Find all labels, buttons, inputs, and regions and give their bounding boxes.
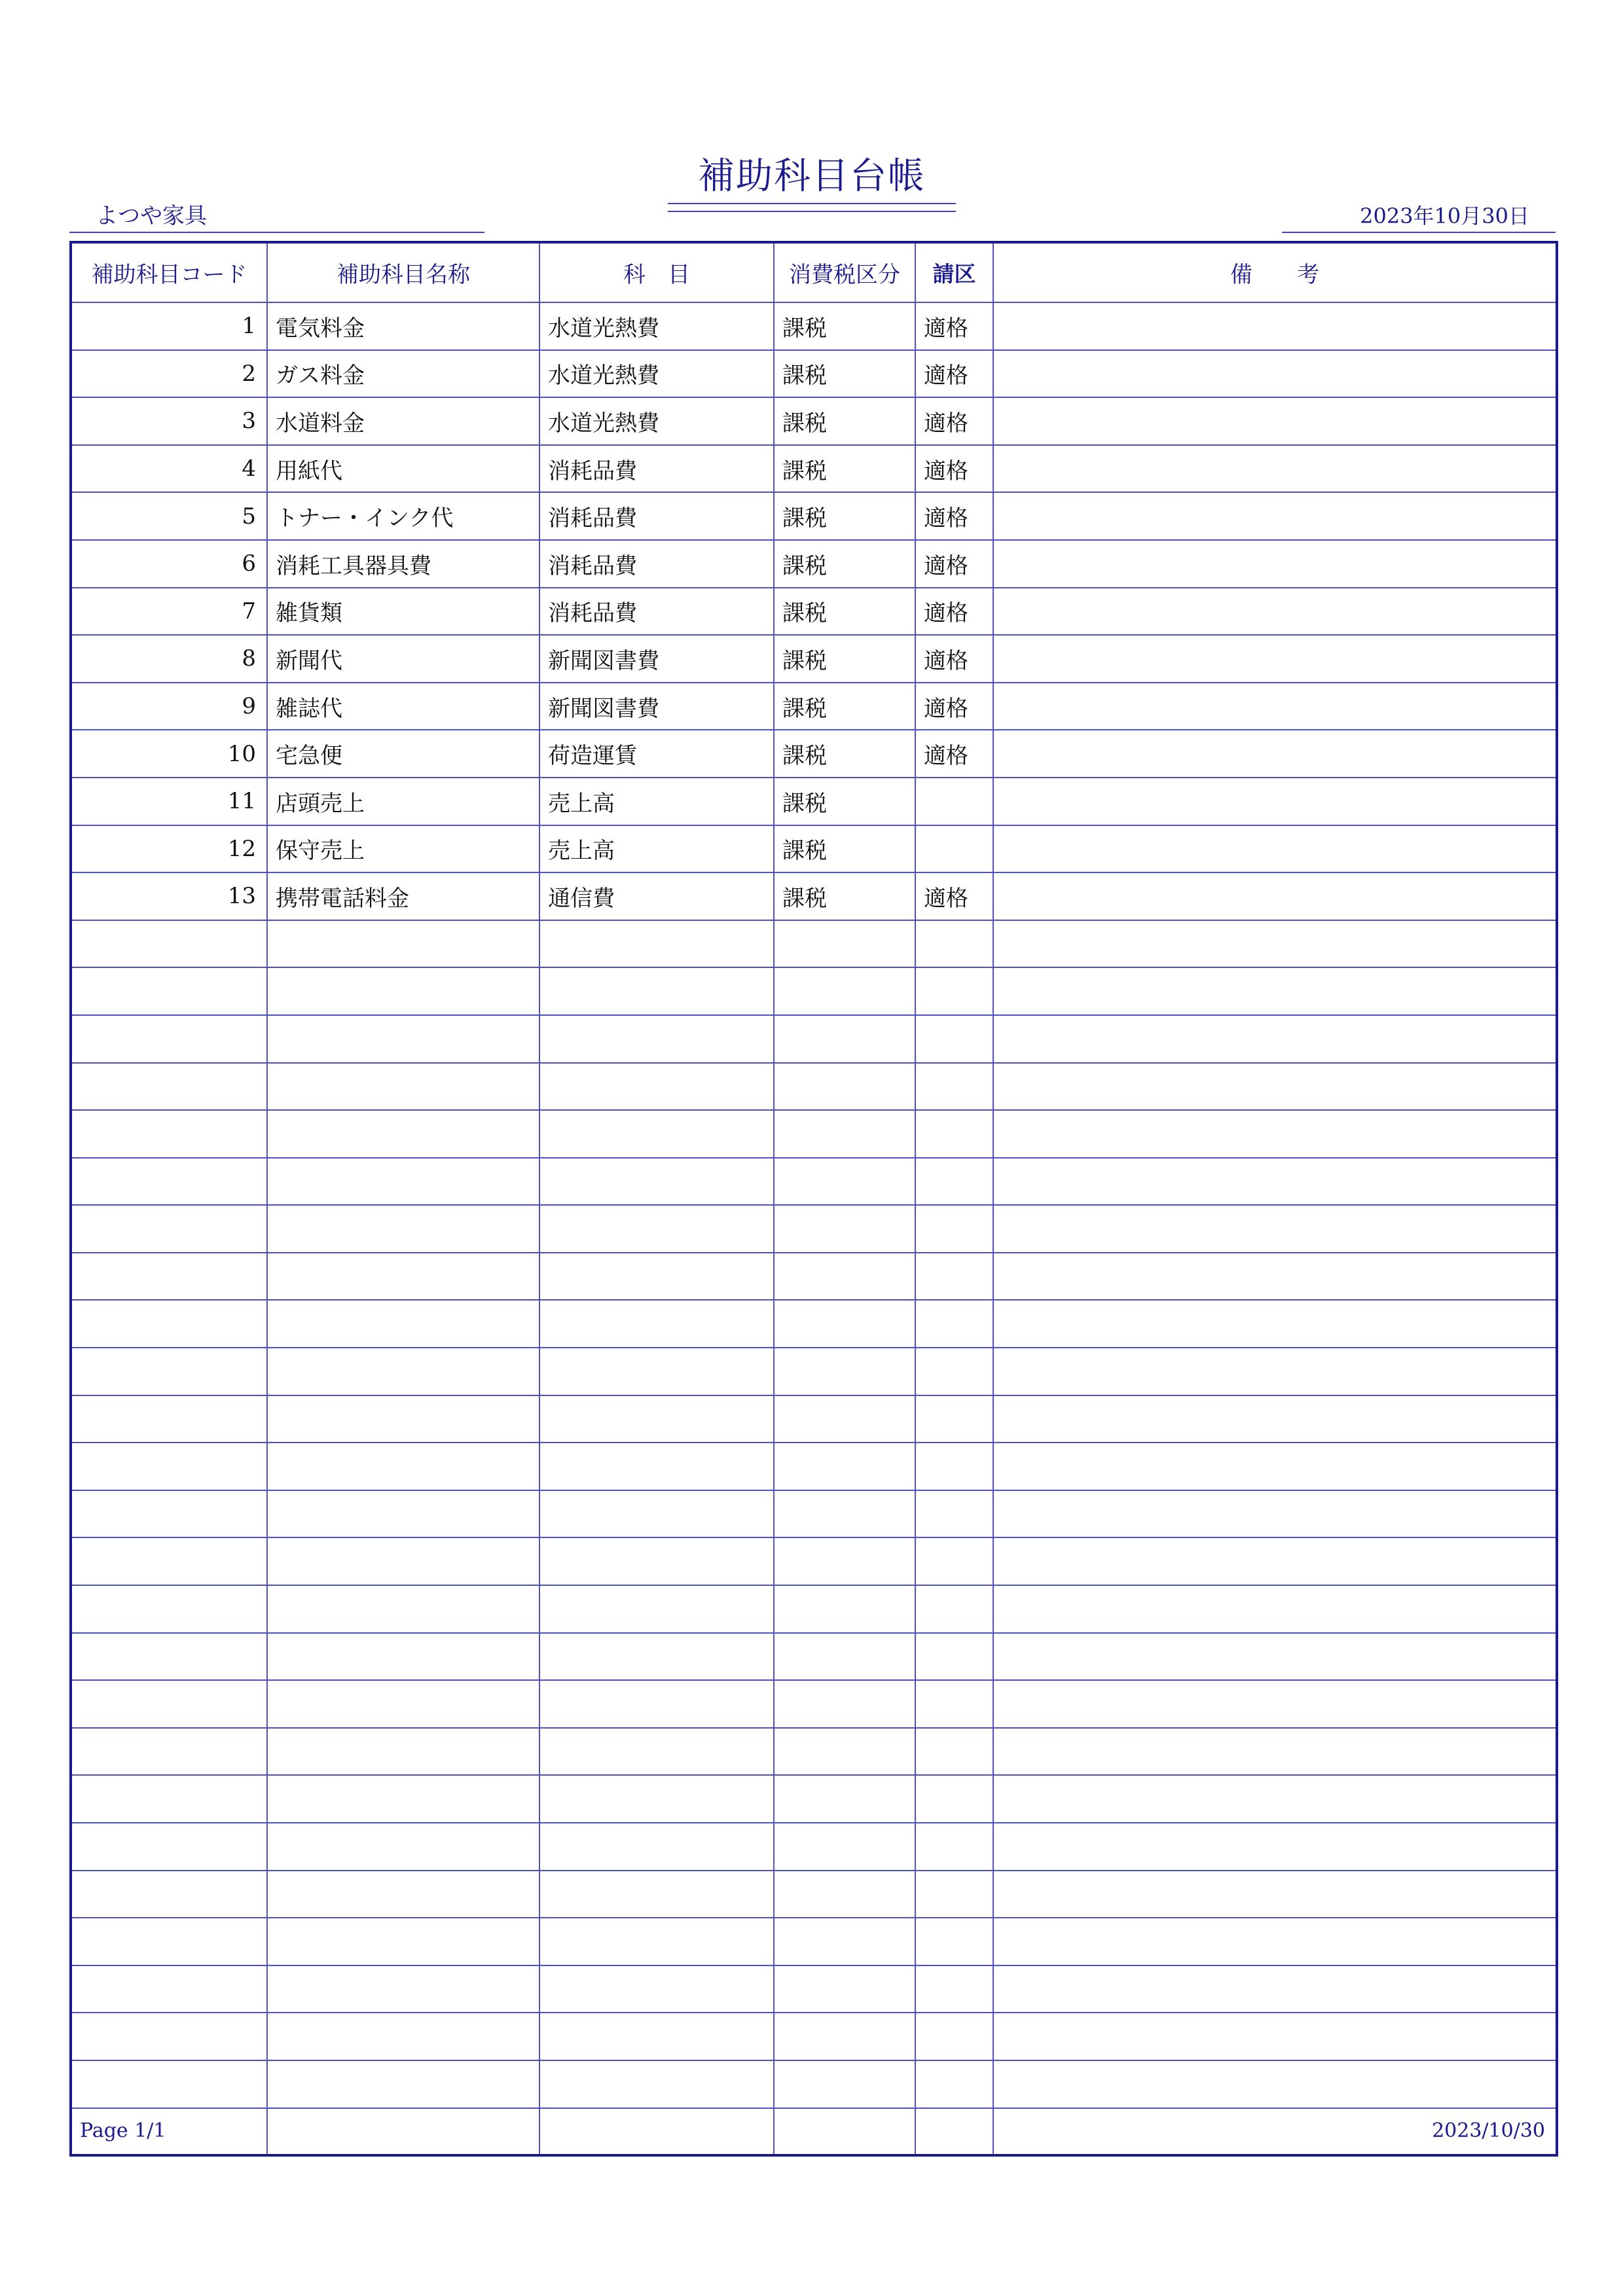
cell-account xyxy=(539,1395,774,1443)
cell-code: 10 xyxy=(71,730,267,778)
cell-account: 通信費 xyxy=(539,872,774,920)
cell-sub-account-name xyxy=(267,2060,539,2108)
cell-account xyxy=(539,1015,774,1063)
header-invoice-category: 請区 xyxy=(915,242,993,302)
cell-tax-category xyxy=(774,1443,915,1490)
cell-tax-category: 課税 xyxy=(774,350,915,398)
page-number: Page 1/1 xyxy=(80,2119,166,2142)
cell-tax-category: 課税 xyxy=(774,683,915,730)
cell-tax-category: 課税 xyxy=(774,540,915,588)
cell-remarks xyxy=(993,540,1557,588)
cell-remarks xyxy=(993,967,1557,1015)
cell-remarks xyxy=(993,1348,1557,1395)
cell-code xyxy=(71,1823,267,1871)
cell-invoice-category xyxy=(915,1918,993,1965)
cell-sub-account-name: 雑貨類 xyxy=(267,588,539,636)
cell-remarks xyxy=(993,683,1557,730)
cell-sub-account-name xyxy=(267,1728,539,1776)
cell-invoice-category xyxy=(915,1633,993,1681)
cell-sub-account-name xyxy=(267,1348,539,1395)
cell-tax-category xyxy=(774,1775,915,1823)
table-row xyxy=(71,1633,1557,1681)
cell-tax-category xyxy=(774,1395,915,1443)
cell-code xyxy=(71,1728,267,1776)
cell-code xyxy=(71,1537,267,1585)
cell-sub-account-name xyxy=(267,1490,539,1538)
cell-sub-account-name: 携帯電話料金 xyxy=(267,872,539,920)
table-row xyxy=(71,1823,1557,1871)
cell-code xyxy=(71,920,267,968)
cell-code xyxy=(71,1300,267,1348)
cell-remarks xyxy=(993,1918,1557,1965)
cell-invoice-category xyxy=(915,2060,993,2108)
cell-tax-category: 課税 xyxy=(774,445,915,493)
cell-invoice-category: 適格 xyxy=(915,730,993,778)
cell-code: 2 xyxy=(71,350,267,398)
cell-account xyxy=(539,1158,774,1206)
cell-remarks xyxy=(993,1490,1557,1538)
table-row xyxy=(71,2013,1557,2060)
cell-invoice-category xyxy=(915,1680,993,1728)
cell-invoice-category xyxy=(915,778,993,825)
cell-remarks xyxy=(993,1443,1557,1490)
cell-account xyxy=(539,920,774,968)
cell-account xyxy=(539,1537,774,1585)
table-row xyxy=(71,492,1557,540)
cell-remarks xyxy=(993,1728,1557,1776)
cell-account xyxy=(539,1728,774,1776)
cell-invoice-category xyxy=(915,1871,993,1918)
cell-invoice-category xyxy=(915,1823,993,1871)
cell-account: 水道光熱費 xyxy=(539,397,774,445)
table-row xyxy=(71,2060,1557,2108)
cell-sub-account-name xyxy=(267,1158,539,1206)
cell-account: 売上高 xyxy=(539,778,774,825)
cell-tax-category: 課税 xyxy=(774,397,915,445)
cell-tax-category xyxy=(774,1300,915,1348)
cell-code xyxy=(71,1395,267,1443)
cell-sub-account-name: 消耗工具器具費 xyxy=(267,540,539,588)
cell-invoice-category: 適格 xyxy=(915,492,993,540)
table-row xyxy=(71,1253,1557,1300)
cell-code xyxy=(71,1158,267,1206)
cell-sub-account-name xyxy=(267,2108,539,2156)
cell-tax-category xyxy=(774,1871,915,1918)
cell-tax-category xyxy=(774,920,915,968)
cell-remarks xyxy=(993,1585,1557,1633)
cell-sub-account-name: 店頭売上 xyxy=(267,778,539,825)
report-title: 補助科目台帳 xyxy=(698,155,926,198)
cell-account xyxy=(539,967,774,1015)
table-row xyxy=(71,730,1557,778)
cell-code: 12 xyxy=(71,825,267,873)
header-remarks: 備 考 xyxy=(993,242,1557,302)
cell-tax-category xyxy=(774,1537,915,1585)
cell-invoice-category xyxy=(915,1300,993,1348)
cell-account: 消耗品費 xyxy=(539,540,774,588)
cell-code: 5 xyxy=(71,492,267,540)
cell-tax-category xyxy=(774,1918,915,1965)
cell-sub-account-name xyxy=(267,1443,539,1490)
cell-invoice-category xyxy=(915,2108,993,2156)
cell-account: 消耗品費 xyxy=(539,445,774,493)
cell-remarks xyxy=(993,1300,1557,1348)
cell-code: 4 xyxy=(71,445,267,493)
cell-account xyxy=(539,1063,774,1111)
cell-code xyxy=(71,1965,267,2013)
cell-account xyxy=(539,1443,774,1490)
cell-tax-category xyxy=(774,1633,915,1681)
cell-remarks xyxy=(993,1633,1557,1681)
cell-remarks xyxy=(993,1110,1557,1158)
table-row xyxy=(71,1110,1557,1158)
table-row xyxy=(71,397,1557,445)
cell-code xyxy=(71,1871,267,1918)
table-row xyxy=(71,1537,1557,1585)
cell-sub-account-name xyxy=(267,1537,539,1585)
cell-remarks xyxy=(993,350,1557,398)
cell-remarks xyxy=(993,397,1557,445)
cell-tax-category xyxy=(774,1823,915,1871)
cell-account xyxy=(539,1585,774,1633)
cell-tax-category xyxy=(774,1205,915,1253)
cell-account xyxy=(539,1300,774,1348)
cell-invoice-category xyxy=(915,1728,993,1776)
cell-account: 新聞図書費 xyxy=(539,683,774,730)
cell-invoice-category xyxy=(915,1063,993,1111)
cell-invoice-category: 適格 xyxy=(915,397,993,445)
table-row xyxy=(71,967,1557,1015)
cell-remarks xyxy=(993,1395,1557,1443)
cell-tax-category xyxy=(774,1015,915,1063)
cell-account: 水道光熱費 xyxy=(539,302,774,350)
cell-tax-category xyxy=(774,1965,915,2013)
cell-tax-category xyxy=(774,2060,915,2108)
cell-tax-category: 課税 xyxy=(774,872,915,920)
cell-invoice-category xyxy=(915,1253,993,1300)
cell-code: 11 xyxy=(71,778,267,825)
cell-remarks xyxy=(993,302,1557,350)
cell-invoice-category xyxy=(915,1490,993,1538)
cell-tax-category xyxy=(774,2108,915,2156)
cell-invoice-category: 適格 xyxy=(915,350,993,398)
table-body xyxy=(71,302,1557,2155)
table-row xyxy=(71,1775,1557,1823)
table-row xyxy=(71,1063,1557,1111)
cell-remarks xyxy=(993,1680,1557,1728)
cell-invoice-category xyxy=(915,1443,993,1490)
cell-sub-account-name: 用紙代 xyxy=(267,445,539,493)
cell-sub-account-name xyxy=(267,1205,539,1253)
cell-code xyxy=(71,1253,267,1300)
cell-code xyxy=(71,1348,267,1395)
cell-invoice-category xyxy=(915,1585,993,1633)
table-row xyxy=(71,1965,1557,2013)
table-row xyxy=(71,1728,1557,1776)
cell-tax-category: 課税 xyxy=(774,302,915,350)
cell-sub-account-name xyxy=(267,1918,539,1965)
header-account: 科 目 xyxy=(539,242,774,302)
cell-account xyxy=(539,1110,774,1158)
table-row xyxy=(71,1395,1557,1443)
cell-invoice-category xyxy=(915,825,993,873)
cell-account xyxy=(539,1680,774,1728)
table-row xyxy=(71,683,1557,730)
cell-tax-category xyxy=(774,967,915,1015)
cell-remarks xyxy=(993,1253,1557,1300)
cell-invoice-category: 適格 xyxy=(915,872,993,920)
cell-tax-category: 課税 xyxy=(774,730,915,778)
cell-account xyxy=(539,2060,774,2108)
cell-sub-account-name xyxy=(267,1110,539,1158)
cell-tax-category: 課税 xyxy=(774,588,915,636)
cell-remarks xyxy=(993,1823,1557,1871)
report-title-block xyxy=(668,152,956,212)
cell-code: 7 xyxy=(71,588,267,636)
cell-account xyxy=(539,1253,774,1300)
cell-sub-account-name xyxy=(267,920,539,968)
cell-sub-account-name: トナー・インク代 xyxy=(267,492,539,540)
cell-tax-category xyxy=(774,1110,915,1158)
cell-invoice-category: 適格 xyxy=(915,540,993,588)
cell-code xyxy=(71,1110,267,1158)
cell-account xyxy=(539,1490,774,1538)
cell-remarks xyxy=(993,1158,1557,1206)
cell-sub-account-name xyxy=(267,1680,539,1728)
cell-code xyxy=(71,1490,267,1538)
cell-account xyxy=(539,1965,774,2013)
cell-tax-category xyxy=(774,1728,915,1776)
cell-account xyxy=(539,2108,774,2156)
table-row xyxy=(71,1205,1557,1253)
cell-sub-account-name xyxy=(267,1300,539,1348)
table-row xyxy=(71,1158,1557,1206)
cell-code xyxy=(71,1680,267,1728)
cell-invoice-category xyxy=(915,1965,993,2013)
cell-code xyxy=(71,1775,267,1823)
table-row xyxy=(71,872,1557,920)
cell-sub-account-name xyxy=(267,1585,539,1633)
cell-remarks xyxy=(993,920,1557,968)
cell-remarks xyxy=(993,778,1557,825)
cell-remarks xyxy=(993,1775,1557,1823)
cell-account: 荷造運賃 xyxy=(539,730,774,778)
sub-account-ledger-table xyxy=(69,241,1558,2157)
cell-remarks xyxy=(993,2060,1557,2108)
cell-invoice-category xyxy=(915,920,993,968)
cell-sub-account-name: 宅急便 xyxy=(267,730,539,778)
table-row xyxy=(71,825,1557,873)
report-date: 2023年10月30日 xyxy=(1282,200,1556,233)
cell-remarks xyxy=(993,2013,1557,2060)
cell-invoice-category: 適格 xyxy=(915,302,993,350)
cell-code xyxy=(71,1443,267,1490)
cell-invoice-category xyxy=(915,1775,993,1823)
table-row xyxy=(71,1490,1557,1538)
table-row xyxy=(71,1918,1557,1965)
cell-invoice-category xyxy=(915,1395,993,1443)
cell-account: 売上高 xyxy=(539,825,774,873)
title-double-underline xyxy=(668,203,956,212)
table-row xyxy=(71,1680,1557,1728)
company-name: よつや家具 xyxy=(69,200,484,233)
cell-remarks xyxy=(993,588,1557,636)
cell-code xyxy=(71,1918,267,1965)
cell-account xyxy=(539,1871,774,1918)
cell-code xyxy=(71,1633,267,1681)
cell-invoice-category xyxy=(915,1015,993,1063)
header-sub-account-name: 補助科目名称 xyxy=(267,242,539,302)
cell-remarks xyxy=(993,1537,1557,1585)
cell-tax-category xyxy=(774,1680,915,1728)
cell-code xyxy=(71,1015,267,1063)
cell-sub-account-name xyxy=(267,1253,539,1300)
cell-sub-account-name xyxy=(267,1633,539,1681)
table-row xyxy=(71,302,1557,350)
cell-sub-account-name: 水道料金 xyxy=(267,397,539,445)
cell-account: 新聞図書費 xyxy=(539,635,774,683)
cell-sub-account-name: 雑誌代 xyxy=(267,683,539,730)
cell-sub-account-name xyxy=(267,1871,539,1918)
header-sub-account-code: 補助科目コード xyxy=(71,242,267,302)
cell-sub-account-name xyxy=(267,1015,539,1063)
cell-sub-account-name xyxy=(267,967,539,1015)
cell-code: 1 xyxy=(71,302,267,350)
cell-account: 消耗品費 xyxy=(539,588,774,636)
cell-code: 13 xyxy=(71,872,267,920)
table-row xyxy=(71,350,1557,398)
cell-sub-account-name xyxy=(267,1823,539,1871)
print-date: 2023/10/30 xyxy=(1432,2119,1545,2142)
cell-tax-category xyxy=(774,1585,915,1633)
cell-account xyxy=(539,1633,774,1681)
table-row xyxy=(71,1871,1557,1918)
cell-code: 9 xyxy=(71,683,267,730)
cell-account xyxy=(539,1823,774,1871)
table-row xyxy=(71,1015,1557,1063)
cell-remarks xyxy=(993,1205,1557,1253)
table-row xyxy=(71,920,1557,968)
cell-tax-category xyxy=(774,1348,915,1395)
cell-sub-account-name xyxy=(267,1063,539,1111)
cell-code xyxy=(71,967,267,1015)
cell-code: 6 xyxy=(71,540,267,588)
cell-tax-category: 課税 xyxy=(774,492,915,540)
table-header-row xyxy=(71,242,1557,302)
table-row xyxy=(71,635,1557,683)
cell-sub-account-name: ガス料金 xyxy=(267,350,539,398)
cell-remarks xyxy=(993,635,1557,683)
cell-invoice-category: 適格 xyxy=(915,683,993,730)
cell-invoice-category xyxy=(915,1205,993,1253)
cell-sub-account-name xyxy=(267,1395,539,1443)
cell-account: 消耗品費 xyxy=(539,492,774,540)
cell-invoice-category xyxy=(915,2013,993,2060)
cell-code: 8 xyxy=(71,635,267,683)
cell-invoice-category: 適格 xyxy=(915,588,993,636)
cell-tax-category xyxy=(774,1158,915,1206)
table-row xyxy=(71,1443,1557,1490)
table-row xyxy=(71,540,1557,588)
table-row xyxy=(71,588,1557,636)
cell-account: 水道光熱費 xyxy=(539,350,774,398)
cell-sub-account-name: 電気料金 xyxy=(267,302,539,350)
cell-remarks xyxy=(993,445,1557,493)
cell-invoice-category xyxy=(915,1110,993,1158)
table-row xyxy=(71,1348,1557,1395)
cell-account xyxy=(539,1918,774,1965)
cell-sub-account-name xyxy=(267,1775,539,1823)
cell-code xyxy=(71,2013,267,2060)
cell-sub-account-name: 新聞代 xyxy=(267,635,539,683)
cell-tax-category xyxy=(774,1253,915,1300)
cell-tax-category: 課税 xyxy=(774,778,915,825)
cell-code xyxy=(71,1205,267,1253)
cell-tax-category xyxy=(774,2013,915,2060)
cell-remarks xyxy=(993,1063,1557,1111)
cell-code xyxy=(71,1585,267,1633)
cell-code: 3 xyxy=(71,397,267,445)
cell-code xyxy=(71,1063,267,1111)
cell-sub-account-name: 保守売上 xyxy=(267,825,539,873)
table-row xyxy=(71,1300,1557,1348)
cell-remarks xyxy=(993,872,1557,920)
cell-invoice-category: 適格 xyxy=(915,635,993,683)
cell-sub-account-name xyxy=(267,1965,539,2013)
cell-account xyxy=(539,2013,774,2060)
cell-invoice-category xyxy=(915,967,993,1015)
cell-account xyxy=(539,1348,774,1395)
table-row xyxy=(71,1585,1557,1633)
cell-remarks xyxy=(993,492,1557,540)
cell-remarks xyxy=(993,1015,1557,1063)
table-row xyxy=(71,445,1557,493)
cell-invoice-category xyxy=(915,1537,993,1585)
cell-remarks xyxy=(993,1965,1557,2013)
header-tax-category: 消費税区分 xyxy=(774,242,915,302)
cell-invoice-category xyxy=(915,1158,993,1206)
cell-remarks xyxy=(993,825,1557,873)
cell-code xyxy=(71,2060,267,2108)
cell-tax-category: 課税 xyxy=(774,825,915,873)
cell-tax-category xyxy=(774,1063,915,1111)
cell-tax-category: 課税 xyxy=(774,635,915,683)
cell-tax-category xyxy=(774,1490,915,1538)
cell-account xyxy=(539,1205,774,1253)
table-row xyxy=(71,778,1557,825)
cell-sub-account-name xyxy=(267,2013,539,2060)
cell-remarks xyxy=(993,1871,1557,1918)
cell-account xyxy=(539,1775,774,1823)
cell-invoice-category: 適格 xyxy=(915,445,993,493)
cell-remarks xyxy=(993,730,1557,778)
cell-invoice-category xyxy=(915,1348,993,1395)
